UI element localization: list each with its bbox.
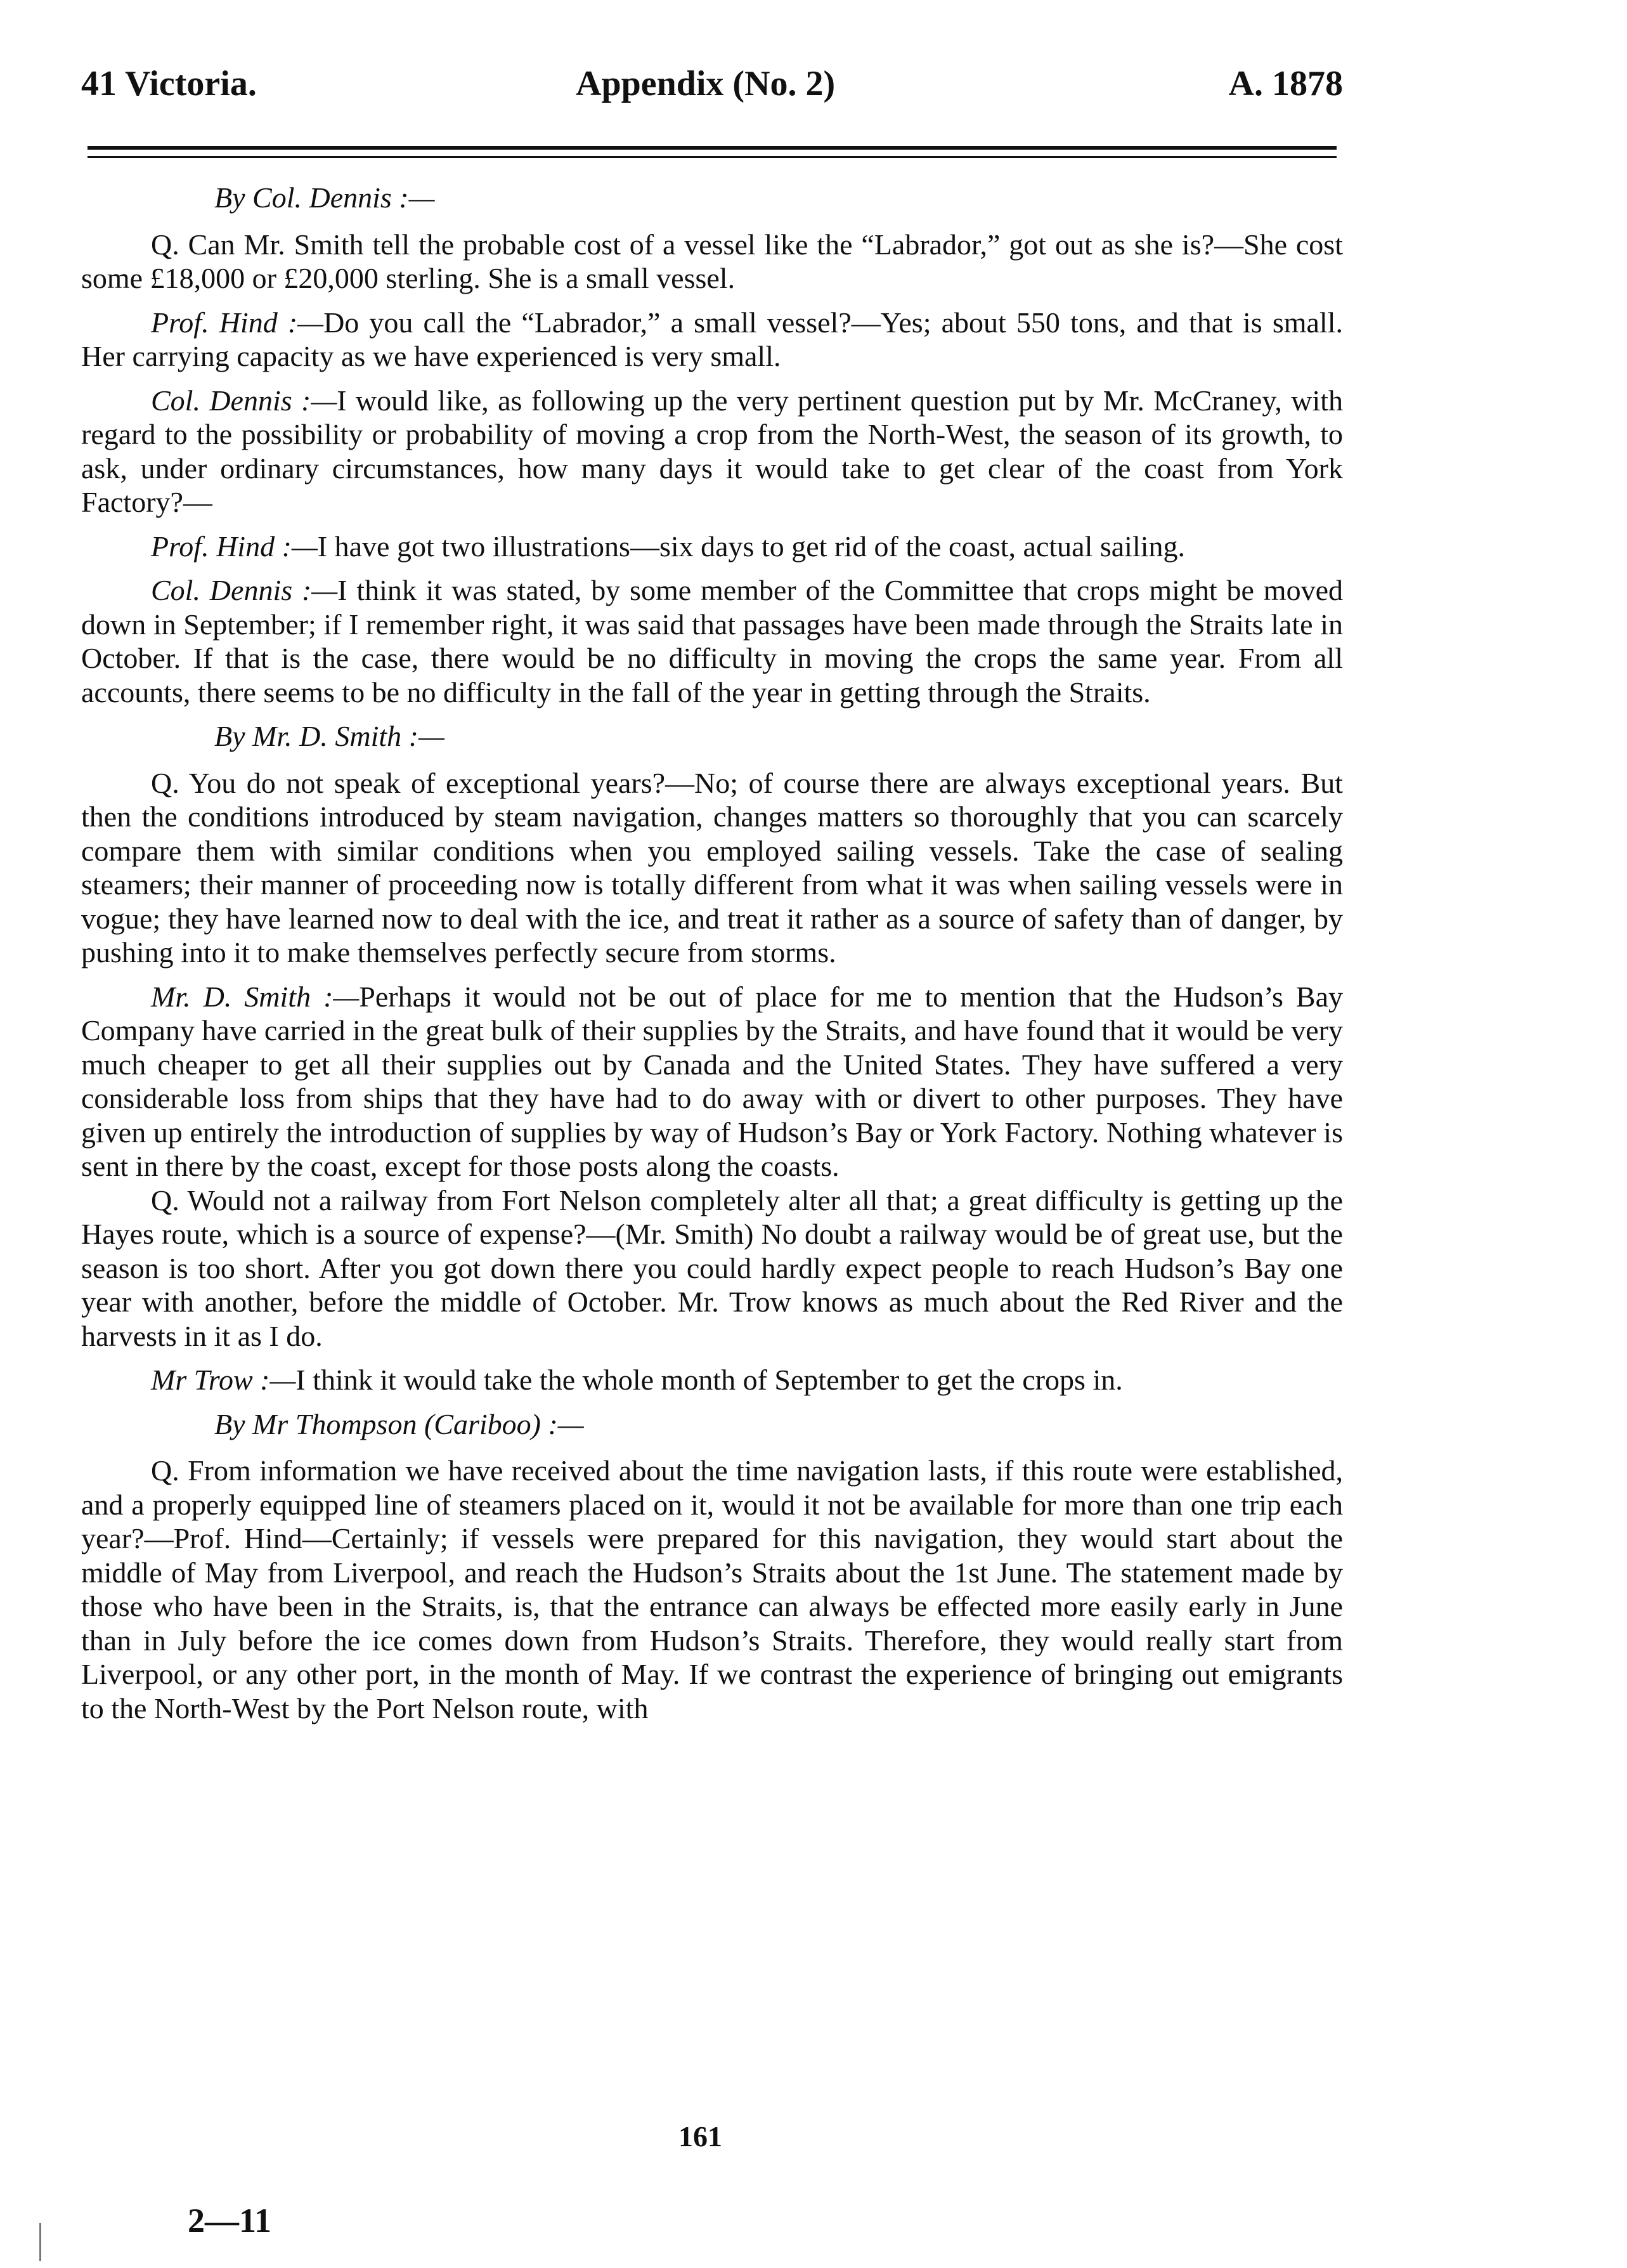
page-number: 161 — [678, 2120, 722, 2153]
paragraph-text: Q. You do not speak of exceptional years?—No; of course there are always exceptional years. But then the conditions introduced by steam navigation, changes matters so thoroughly that you can scarcely compare them with similar conditions when you employed sailing vessels. Take the case of sealing steamers; their manner of proceeding now is totally different from what it was when sailing vessels were in vogue; they have learned now to deal with the ice, and treat it rather as a source of safety than of danger, by pushing into it to make themselves perfectly secure from storms. — [81, 766, 1343, 968]
running-header — [81, 63, 1343, 121]
heading-text: By Mr. D. Smith :— — [214, 720, 444, 752]
paragraph — [81, 228, 1343, 296]
paragraph-text: I think it would take the whole month of September to get the crops in. — [295, 1364, 1123, 1396]
paragraph — [81, 306, 1343, 374]
paragraph-text: Q. Can Mr. Smith tell the probable cost of a vessel like the “Labrador,” got out as she is?—She cost some £18,000 or £20,000 sterling. She is a small vessel. — [81, 228, 1343, 294]
signature-mark: 2—11 — [188, 2201, 272, 2239]
paragraph — [81, 1363, 1343, 1397]
paragraph — [81, 530, 1343, 564]
header-center: Appendix (No. 2) — [576, 64, 836, 103]
paragraph-text: Q. Would not a railway from Fort Nelson completely alter all that; a great difficulty is getting up the Hayes route, which is a source of expense?—(Mr. Smith) No doubt a railway would be of great use, but the season is too short. After you got down there you could hardly expect people to reach Hudson’s Bay one year with another, before the middle of October. Mr. Trow knows as much about the Red River and the harvests in it as I do. — [81, 1183, 1343, 1352]
header-left: 41 Victoria. — [81, 64, 257, 103]
paragraph — [81, 1183, 1343, 1353]
speaker-label: Mr Trow :— — [151, 1364, 296, 1396]
speaker-label: Prof. Hind :— — [151, 306, 324, 339]
paragraph-text: Do you call the “Labrador,” a small vessel?—Yes; about 550 tons, and that is small. Her carrying capacity as we have experienced is very small. — [81, 306, 1343, 372]
paragraph — [81, 573, 1343, 709]
header-rule-thick — [88, 146, 1337, 150]
section-heading — [81, 181, 1343, 215]
header-rule-thin — [88, 156, 1337, 158]
paragraph-text: Perhaps it would not be out of place for me to mention that the Hudson’s Bay Company have carried in the great bulk of their supplies by the Straits, and have found that it would be very much cheaper to get all their supplies out by Canada and the United States. They have suffered a very considerable loss from ships that they have had to do away with or divert to other purposes. They have given up entirely the introduction of supplies by way of Hudson’s Bay or York Factory. Nothing whatever is sent in there by the coast, except for those posts along the coasts. — [81, 980, 1343, 1182]
margin-mark — [39, 2223, 41, 2261]
paragraph — [81, 384, 1343, 519]
paragraph — [81, 766, 1343, 970]
speaker-label: Mr. D. Smith :— — [151, 980, 360, 1013]
section-heading — [81, 719, 1343, 753]
speaker-label: Col. Dennis :— — [151, 574, 338, 606]
paragraph-text: I would like, as following up the very pertinent question put by Mr. McCraney, with regard to the possibility or probability of moving a crop from the North-West, the season of its growth, to ask, under ordinary circumstances, how many days it would take to get clear of the coast from York Factory?— — [81, 384, 1343, 518]
paragraph — [81, 1454, 1343, 1725]
paragraph — [81, 980, 1343, 1183]
header-right: A. 1878 — [1228, 64, 1343, 103]
heading-text: By Mr Thompson (Cariboo) :— — [214, 1407, 584, 1440]
speaker-label: Col. Dennis :— — [151, 384, 337, 417]
paragraph-text: I think it was stated, by some member of the Committee that crops might be moved down in September; if I remember right, it was said that passages have been made through the Straits late in October. If that is the case, there would be no difficulty in moving the crops the same year. From all accounts, there seems to be no difficulty in the fall of the year in getting through the Straits. — [81, 574, 1344, 708]
speaker-label: Prof. Hind :— — [151, 530, 318, 563]
paragraph-text: I have got two illustrations—six days to get rid of the coast, actual sailing. — [317, 530, 1186, 563]
heading-text: By Col. Dennis :— — [214, 181, 435, 214]
section-heading — [81, 1407, 1343, 1442]
body-text — [81, 181, 1343, 1735]
paragraph-text: Q. From information we have received about the time navigation lasts, if this route were established, and a properly equipped line of steamers placed on it, would it not be available for more than one trip each year?—Prof. Hind—Certainly; if vessels were prepared for this navigation, they would start about the middle of May from Liverpool, and reach the Hudson’s Straits about the 1st June. The statement made by those who have been in the Straits, is, that the entrance can always be effected more easily early in June than in July before the ice comes down from Hudson’s Straits. Therefore, they would really start from Liverpool, or any other port, in the month of May. If we contrast the experience of bringing out emigrants to the North-West by the Port Nelson route, with — [81, 1454, 1343, 1724]
